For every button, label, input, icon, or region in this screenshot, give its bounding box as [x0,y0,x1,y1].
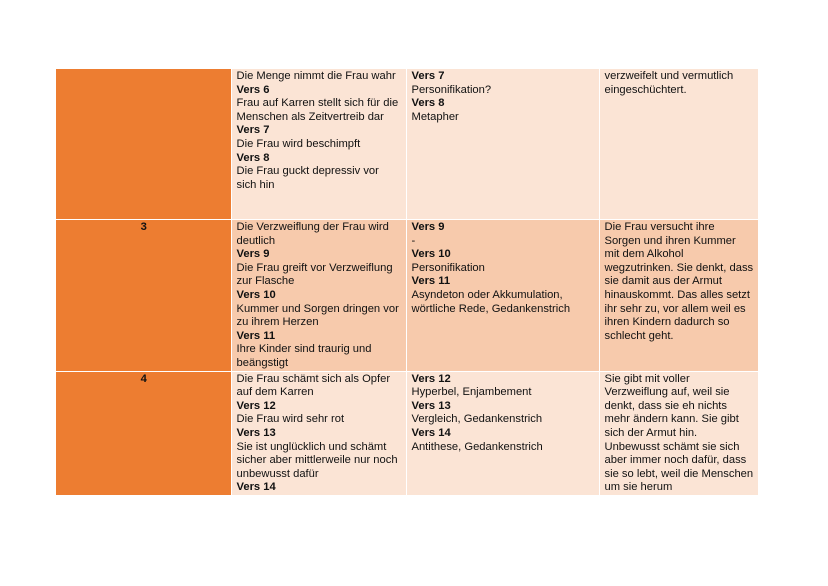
verse-label: Vers 12 [236,399,276,412]
verse-label: Vers 10 [236,288,276,301]
devices-lines [412,373,595,455]
cell-text: Personifikation? [411,83,492,96]
content-lines [237,373,402,495]
interpretation-cell: verzweifelt und vermutlich eingeschüchtert. [599,69,758,220]
verse-label: Vers 13 [411,399,451,412]
stanza-number-cell: 3 [56,220,231,372]
table-row [56,371,758,495]
content-cell [231,220,406,372]
verse-label: Vers 9 [236,248,270,261]
devices-lines [412,221,595,316]
verse-label: Vers 8 [411,97,445,110]
cell-text: - [411,234,416,247]
verse-label: Vers 14 [411,426,451,439]
devices-cell [406,371,599,495]
cell-text: Die Frau schämt sich als Opfer auf dem Karren [236,372,394,399]
cell-text: Die Verzweiflung der Frau wird deutlich [236,221,392,247]
verse-label: Vers 10 [411,248,451,261]
verse-label: Vers 9 [411,221,445,233]
cell-text: Asyndeton oder Akkumulation, wörtliche Rede, Gedankenstrich [411,288,571,315]
interpretation-cell: Die Frau versucht ihre Sorgen und ihren Kummer mit dem Alkohol wegzutrinken. Sie denkt, dass sie damit aus der Armut hinauskommt. Das alles setzt ihr sehr zu, vor allem weil es ihren Kindern dadurch so schlecht geht. [599,220,758,372]
cell-text: Die Frau wird beschimpft [236,137,361,150]
cell-text: Die Frau greift vor Verzweiflung zur Flasche [236,261,396,288]
table-row [56,69,758,220]
content-cell [231,69,406,220]
cell-text: Antithese, Gedankenstrich [411,440,543,453]
cell-text: Kummer und Sorgen dringen vor zu ihrem Herzen [236,302,402,329]
verse-label: Vers 8 [236,151,270,164]
cell-text: Metapher [411,110,459,123]
verse-label: Vers 12 [411,372,451,385]
cell-text: Ihre Kinder sind traurig und beängstigt [236,343,375,369]
verse-label: Vers 11 [411,275,451,288]
cell-text: Die Menge nimmt die Frau wahr [236,70,396,82]
content-lines [237,70,402,192]
verse-label: Vers 11 [236,329,276,342]
verse-label: Vers 6 [236,83,270,96]
stanza-number-cell: 4 [56,371,231,495]
devices-cell [406,69,599,220]
cell-text: Sie ist unglücklich und schämt sicher aber mittlerweile nur noch unbewusst dafür [236,440,401,480]
cell-text: Frau auf Karren stellt sich für die Menschen als Zeitvertreib dar [236,97,402,123]
cell-text: Personifikation [411,261,485,274]
interpretation-cell: Sie gibt mit voller Verzweiflung auf, weil sie denkt, dass sie eh nichts mehr ändern kann. Sie gibt sich der Armut hin. Unbewusst schämt sie sich aber immer noch dafür, dass sie so lebt, weil die Menschen um sie herum [599,371,758,495]
analysis-table [56,69,759,496]
content-lines [237,221,402,371]
cell-text: Hyperbel, Enjambement [411,386,532,399]
devices-cell [406,220,599,372]
devices-lines [412,70,595,124]
cell-text: Die Frau wird sehr rot [236,413,345,426]
verse-label: Vers 7 [411,70,445,82]
verse-label: Vers 14 [236,481,276,494]
cell-text: Vergleich, Gedankenstrich [411,413,543,426]
cell-text: Die Frau guckt depressiv vor sich hin [236,165,382,191]
content-cell [231,371,406,495]
verse-label: Vers 13 [236,426,276,439]
stanza-number-cell [56,69,231,220]
table-row [56,220,758,372]
verse-label: Vers 7 [236,124,270,137]
